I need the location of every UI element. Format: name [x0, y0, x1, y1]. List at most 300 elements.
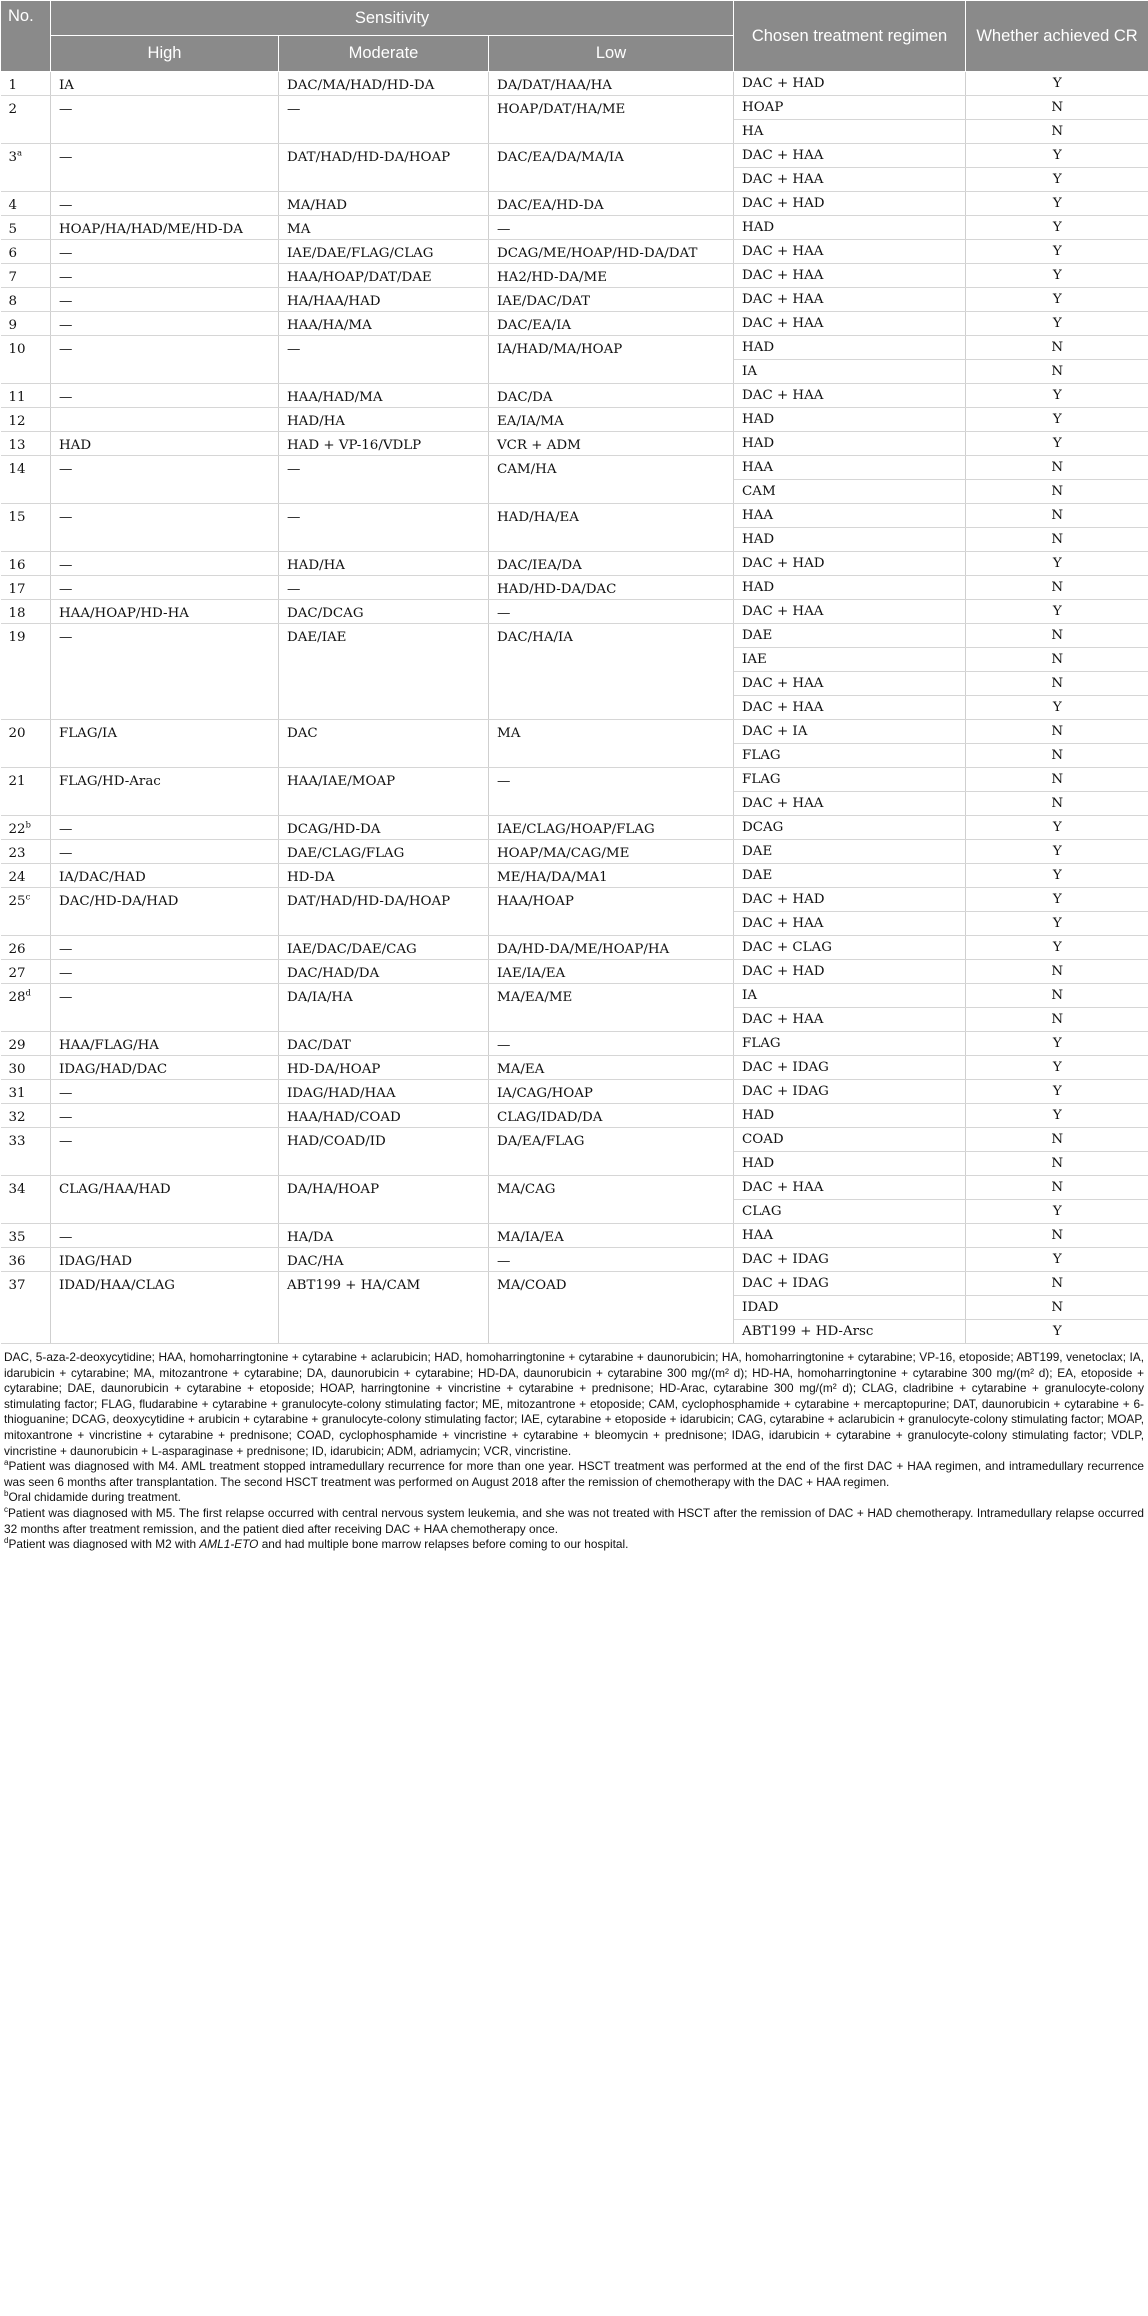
cell-cr: N: [966, 1224, 1148, 1248]
cell-no: 21: [1, 768, 51, 816]
cell-cr: Y: [966, 864, 1148, 888]
cell-regimen: DAC + HAA: [734, 264, 966, 288]
cell-low: MA/COAD: [489, 1272, 734, 1344]
cell-cr: N: [966, 1152, 1148, 1176]
cell-regimen: DAC + IDAG: [734, 1248, 966, 1272]
cell-no: 31: [1, 1080, 51, 1104]
cell-low: DAC/IEA/DA: [489, 552, 734, 576]
table-row: [1, 408, 1148, 432]
cell-cr: N: [966, 96, 1148, 120]
cell-high: —: [51, 384, 279, 408]
cell-high: IA/DAC/HAD: [51, 864, 279, 888]
cell-high: IA: [51, 72, 279, 96]
cell-cr: N: [966, 720, 1148, 744]
cell-cr: N: [966, 336, 1148, 360]
cell-cr: Y: [966, 312, 1148, 336]
table-row: [1, 624, 1148, 648]
cell-regimen: HAA: [734, 504, 966, 528]
table-row: [1, 552, 1148, 576]
cell-moderate: —: [279, 576, 489, 600]
cell-moderate: DAT/HAD/HD-DA/HOAP: [279, 144, 489, 192]
cell-cr: N: [966, 120, 1148, 144]
cell-high: —: [51, 96, 279, 144]
cell-moderate: HAD/HA: [279, 408, 489, 432]
cell-moderate: IAE/DAC/DAE/CAG: [279, 936, 489, 960]
cell-high: —: [51, 192, 279, 216]
cell-regimen: HAD: [734, 528, 966, 552]
cell-low: VCR + ADM: [489, 432, 734, 456]
cell-regimen: HAA: [734, 456, 966, 480]
cell-no: 30: [1, 1056, 51, 1080]
cell-regimen: DAC + HAD: [734, 552, 966, 576]
cell-low: —: [489, 768, 734, 816]
cell-moderate: DAE/CLAG/FLAG: [279, 840, 489, 864]
cell-cr: N: [966, 672, 1148, 696]
cell-no: 26: [1, 936, 51, 960]
cell-regimen: HAD: [734, 336, 966, 360]
cell-cr: N: [966, 768, 1148, 792]
header-cr: Whether achieved CR: [966, 1, 1148, 72]
table-row: [1, 888, 1148, 912]
cell-regimen: DAC + HAA: [734, 1176, 966, 1200]
cell-regimen: DAC + HAA: [734, 672, 966, 696]
cell-cr: N: [966, 1008, 1148, 1032]
cell-cr: N: [966, 528, 1148, 552]
cell-moderate: HAA/HA/MA: [279, 312, 489, 336]
cell-high: —: [51, 456, 279, 504]
cell-no: 28$^d$: [1, 984, 51, 1032]
cell-no: 17: [1, 576, 51, 600]
cell-high: CLAG/HAA/HAD: [51, 1176, 279, 1224]
cell-low: HOAP/MA/CAG/ME: [489, 840, 734, 864]
cell-low: ME/HA/DA/MA1: [489, 864, 734, 888]
cell-high: FLAG/HD-Arac: [51, 768, 279, 816]
cell-regimen: IA: [734, 360, 966, 384]
cell-cr: Y: [966, 408, 1148, 432]
cell-moderate: MA: [279, 216, 489, 240]
cell-no: 12: [1, 408, 51, 432]
cell-high: —: [51, 336, 279, 384]
cell-cr: N: [966, 1272, 1148, 1296]
table-row: [1, 1272, 1148, 1296]
cell-no: 2: [1, 96, 51, 144]
cell-regimen: HOAP: [734, 96, 966, 120]
cell-low: HOAP/DAT/HA/ME: [489, 96, 734, 144]
cell-high: IDAD/HAA/CLAG: [51, 1272, 279, 1344]
cell-low: CLAG/IDAD/DA: [489, 1104, 734, 1128]
cell-moderate: HAD + VP-16/VDLP: [279, 432, 489, 456]
cell-moderate: —: [279, 504, 489, 552]
cell-low: —: [489, 600, 734, 624]
table-row: [1, 1128, 1148, 1152]
table-row: [1, 384, 1148, 408]
cell-regimen: FLAG: [734, 1032, 966, 1056]
header-high: High: [51, 36, 279, 72]
cell-low: DCAG/ME/HOAP/HD-DA/DAT: [489, 240, 734, 264]
cell-low: HA2/HD-DA/ME: [489, 264, 734, 288]
cell-moderate: DA/HA/HOAP: [279, 1176, 489, 1224]
cell-regimen: HAD: [734, 432, 966, 456]
cell-cr: Y: [966, 1248, 1148, 1272]
cell-no: 35: [1, 1224, 51, 1248]
cell-regimen: DAC + HAA: [734, 912, 966, 936]
table-row: [1, 72, 1148, 96]
cell-no: 5: [1, 216, 51, 240]
cell-regimen: IAE: [734, 648, 966, 672]
cell-cr: Y: [966, 264, 1148, 288]
cell-low: IAE/CLAG/HOAP/FLAG: [489, 816, 734, 840]
cell-moderate: HA/HAA/HAD: [279, 288, 489, 312]
cell-regimen: DAC + HAA: [734, 240, 966, 264]
cell-no: 36: [1, 1248, 51, 1272]
cell-moderate: —: [279, 336, 489, 384]
cell-low: DA/DAT/HAA/HA: [489, 72, 734, 96]
cell-no: 25$^c$: [1, 888, 51, 936]
cell-cr: N: [966, 504, 1148, 528]
cell-moderate: DA/IA/HA: [279, 984, 489, 1032]
cell-moderate: ABT199 + HA/CAM: [279, 1272, 489, 1344]
cell-high: —: [51, 816, 279, 840]
footnote-c: $^c$Patient was diagnosed with M5. The first relapse occurred with central nervous system leukemia, and she was not treated with HSCT after the remission of DAC + HAD chemotherapy. Intramedullary relapse occurred 32 months after treatment remission, and the patient died after receiving DAC + HAA chemotherapy once.: [4, 1505, 1144, 1536]
cell-cr: Y: [966, 432, 1148, 456]
cell-low: CAM/HA: [489, 456, 734, 504]
cell-high: —: [51, 240, 279, 264]
table-row: [1, 1080, 1148, 1104]
footnote-d: $^d$Patient was diagnosed with M2 with AML1-ETO and had multiple bone marrow relapses before coming to our hospital.: [4, 1536, 629, 1552]
cell-regimen: DAC + HAD: [734, 888, 966, 912]
cell-cr: Y: [966, 816, 1148, 840]
header-moderate: Moderate: [279, 36, 489, 72]
table-row: [1, 240, 1148, 264]
cell-high: —: [51, 624, 279, 720]
cell-no: 32: [1, 1104, 51, 1128]
cell-regimen: DAC + HAA: [734, 144, 966, 168]
cell-regimen: DAC + HAA: [734, 168, 966, 192]
cell-cr: Y: [966, 1320, 1148, 1344]
cell-regimen: DAC + IA: [734, 720, 966, 744]
cell-high: HAA/FLAG/HA: [51, 1032, 279, 1056]
cell-regimen: HA: [734, 120, 966, 144]
cell-no: 14: [1, 456, 51, 504]
cell-regimen: DAC + HAA: [734, 384, 966, 408]
cell-regimen: DAC + HAA: [734, 600, 966, 624]
cell-high: IDAG/HAD/DAC: [51, 1056, 279, 1080]
cell-no: 13: [1, 432, 51, 456]
table-row: [1, 1032, 1148, 1056]
cell-cr: Y: [966, 288, 1148, 312]
cell-moderate: IDAG/HAD/HAA: [279, 1080, 489, 1104]
cell-high: HOAP/HA/HAD/ME/HD-DA: [51, 216, 279, 240]
header-regimen: Chosen treatment regimen: [734, 1, 966, 72]
cell-low: HAD/HA/EA: [489, 504, 734, 552]
cell-regimen: IA: [734, 984, 966, 1008]
cell-low: HAA/HOAP: [489, 888, 734, 936]
cell-no: 23: [1, 840, 51, 864]
cell-no: 18: [1, 600, 51, 624]
cell-high: —: [51, 288, 279, 312]
table-row: [1, 1176, 1148, 1200]
cell-regimen: IDAD: [734, 1296, 966, 1320]
table-row: [1, 960, 1148, 984]
cell-moderate: DAC/DCAG: [279, 600, 489, 624]
cell-cr: Y: [966, 840, 1148, 864]
cell-regimen: HAD: [734, 216, 966, 240]
cell-cr: Y: [966, 552, 1148, 576]
cell-cr: Y: [966, 1104, 1148, 1128]
cell-low: IAE/IA/EA: [489, 960, 734, 984]
cell-regimen: DCAG: [734, 816, 966, 840]
cell-no: 10: [1, 336, 51, 384]
cell-no: 33: [1, 1128, 51, 1176]
cell-cr: Y: [966, 72, 1148, 96]
table-row: [1, 288, 1148, 312]
cell-high: [51, 408, 279, 432]
cell-low: —: [489, 1248, 734, 1272]
cell-regimen: DAC + HAD: [734, 192, 966, 216]
cell-regimen: DAC + HAD: [734, 72, 966, 96]
header-low: Low: [489, 36, 734, 72]
cell-no: 11: [1, 384, 51, 408]
table-row: [1, 864, 1148, 888]
cell-moderate: DAC: [279, 720, 489, 768]
cell-moderate: HAD/HA: [279, 552, 489, 576]
cell-cr: Y: [966, 144, 1148, 168]
table-row: [1, 720, 1148, 744]
cell-regimen: DAE: [734, 840, 966, 864]
cell-high: FLAG/IA: [51, 720, 279, 768]
cell-high: —: [51, 264, 279, 288]
footnote-b: $^b$Oral chidamide during treatment.: [4, 1489, 181, 1505]
cell-low: MA/IA/EA: [489, 1224, 734, 1248]
cell-high: HAA/HOAP/HD-HA: [51, 600, 279, 624]
cell-cr: N: [966, 480, 1148, 504]
cell-moderate: HAA/IAE/MOAP: [279, 768, 489, 816]
cell-regimen: HAD: [734, 576, 966, 600]
cell-low: DAC/DA: [489, 384, 734, 408]
cell-no: 4: [1, 192, 51, 216]
cell-moderate: HAD/COAD/ID: [279, 1128, 489, 1176]
table-row: [1, 456, 1148, 480]
cell-cr: Y: [966, 696, 1148, 720]
cell-cr: Y: [966, 192, 1148, 216]
cell-regimen: DAC + CLAG: [734, 936, 966, 960]
cell-low: DA/HD-DA/ME/HOAP/HA: [489, 936, 734, 960]
cell-moderate: DAC/DAT: [279, 1032, 489, 1056]
cell-no: 7: [1, 264, 51, 288]
cell-high: —: [51, 1104, 279, 1128]
cell-low: DAC/HA/IA: [489, 624, 734, 720]
table-row: [1, 936, 1148, 960]
header-sensitivity: Sensitivity: [51, 1, 734, 36]
table-row: [1, 1056, 1148, 1080]
cell-moderate: DAC/HAD/DA: [279, 960, 489, 984]
cell-cr: Y: [966, 1032, 1148, 1056]
cell-no: 8: [1, 288, 51, 312]
table-row: [1, 336, 1148, 360]
cell-regimen: CLAG: [734, 1200, 966, 1224]
cell-high: —: [51, 1080, 279, 1104]
cell-high: —: [51, 1128, 279, 1176]
cell-regimen: DAC + HAD: [734, 960, 966, 984]
table-row: [1, 1248, 1148, 1272]
cell-low: MA: [489, 720, 734, 768]
cell-moderate: HAA/HOAP/DAT/DAE: [279, 264, 489, 288]
cell-regimen: ABT199 + HD-Arsc: [734, 1320, 966, 1344]
cell-regimen: FLAG: [734, 744, 966, 768]
cell-low: MA/CAG: [489, 1176, 734, 1224]
cell-no: 16: [1, 552, 51, 576]
cell-no: 27: [1, 960, 51, 984]
cell-low: —: [489, 216, 734, 240]
cell-cr: N: [966, 1128, 1148, 1152]
cell-cr: N: [966, 984, 1148, 1008]
cell-low: IA/HAD/MA/HOAP: [489, 336, 734, 384]
cell-moderate: HD-DA/HOAP: [279, 1056, 489, 1080]
cell-moderate: DAC/HA: [279, 1248, 489, 1272]
cell-regimen: DAC + HAA: [734, 696, 966, 720]
cell-high: —: [51, 552, 279, 576]
table-row: [1, 1104, 1148, 1128]
cell-cr: Y: [966, 888, 1148, 912]
cell-regimen: DAC + IDAG: [734, 1272, 966, 1296]
table-row: [1, 96, 1148, 120]
cell-no: 6: [1, 240, 51, 264]
cell-cr: N: [966, 744, 1148, 768]
cell-moderate: DAC/MA/HAD/HD-DA: [279, 72, 489, 96]
cell-regimen: DAC + HAA: [734, 792, 966, 816]
cell-regimen: DAC + IDAG: [734, 1056, 966, 1080]
cell-cr: N: [966, 624, 1148, 648]
cell-high: —: [51, 312, 279, 336]
cell-regimen: DAC + HAA: [734, 288, 966, 312]
cell-moderate: DCAG/HD-DA: [279, 816, 489, 840]
abbreviations-note: DAC, 5-aza-2-deoxycytidine; HAA, homoharringtonine + cytarabine + aclarubicin; HAD, homoharringtonine + cytarabine + daunorubicin; HA, homoharringtonine + cytarabine; VP-16, etoposide; ABT199, venetoclax; IA, idarubicin + cytarabine; MA, mitozantrone + cytarabine; DA, daunorubicin + cytarabine; HD-DA, daunorubicin + cytarabine 300 mg/(m² d); HD-HA, homoharringtonine + cytarabine 300 mg/(m² d); EA, etoposide + cytarabine; DAE, daunorubicin + cytarabine + etoposide; HOAP, harringtonine + vincristine + cytarabine + prednisone; HD-Arac, cytarabine 300 mg/(m² d); CLAG, cladribine + cytarabine + granulocyte-colony stimulating factor; FLAG, fludarabine + cytarabine + granulocyte-colony stimulating factor; ME, mitozantrone + etoposide; CAM, cyclophosphamide + cytarabine + mercaptopurine; DAT, daunorubicin + cytarabine + 6-thioguanine; DCAG, deoxycytidine + arubicin + cytarabine + granulocyte-colony stimulating factor; IAE, cytarabine + etoposide + idarubicin; CAG, cytarabine + aclarubicin + granulocyte-colony stimulating factor; MOAP, mitoxantrone + vincristine + cytarabine + prednisone; COAD, cyclophosphamide + vincristine + cytarabine + bleomycin + prednisone; IDAG, idarubicin + cytarabine + granulocyte-colony stimulating factor; VDLP, vincristine + daunorubicin + L-asparaginase + prednisone; ID, idarubicin; ADM, adriamycin; VCR, vincristine.: [4, 1350, 1144, 1458]
cell-moderate: HA/DA: [279, 1224, 489, 1248]
cell-high: —: [51, 960, 279, 984]
table-header: [1, 1, 1148, 72]
cell-cr: Y: [966, 1200, 1148, 1224]
cell-regimen: CAM: [734, 480, 966, 504]
table-row: [1, 840, 1148, 864]
table-row: [1, 984, 1148, 1008]
table-row: [1, 576, 1148, 600]
cell-low: —: [489, 1032, 734, 1056]
table-row: [1, 1224, 1148, 1248]
table-row: [1, 432, 1148, 456]
cell-moderate: IAE/DAE/FLAG/CLAG: [279, 240, 489, 264]
table-row: [1, 504, 1148, 528]
cell-low: IAE/DAC/DAT: [489, 288, 734, 312]
cell-regimen: HAD: [734, 1104, 966, 1128]
cell-high: —: [51, 984, 279, 1032]
cell-cr: Y: [966, 912, 1148, 936]
cell-cr: N: [966, 960, 1148, 984]
cell-moderate: MA/HAD: [279, 192, 489, 216]
cell-no: 3$^a$: [1, 144, 51, 192]
cell-no: 19: [1, 624, 51, 720]
cell-cr: Y: [966, 600, 1148, 624]
cell-low: IA/CAG/HOAP: [489, 1080, 734, 1104]
cell-regimen: DAC + IDAG: [734, 1080, 966, 1104]
table-row: [1, 312, 1148, 336]
cell-moderate: HAA/HAD/COAD: [279, 1104, 489, 1128]
cell-cr: N: [966, 1176, 1148, 1200]
table-row: [1, 192, 1148, 216]
cell-moderate: DAT/HAD/HD-DA/HOAP: [279, 888, 489, 936]
cell-cr: Y: [966, 1080, 1148, 1104]
cell-cr: Y: [966, 168, 1148, 192]
cell-cr: N: [966, 792, 1148, 816]
cell-no: 22$^b$: [1, 816, 51, 840]
cell-cr: N: [966, 1296, 1148, 1320]
cell-regimen: DAC + HAA: [734, 312, 966, 336]
cell-low: DA/EA/FLAG: [489, 1128, 734, 1176]
table-row: [1, 216, 1148, 240]
cell-low: DAC/EA/HD-DA: [489, 192, 734, 216]
cell-no: 20: [1, 720, 51, 768]
cell-regimen: HAD: [734, 408, 966, 432]
cell-no: 9: [1, 312, 51, 336]
cell-no: 1: [1, 72, 51, 96]
table-body: [1, 72, 1148, 1344]
table-footnotes: [0, 1344, 1148, 1553]
cell-regimen: DAC + HAA: [734, 1008, 966, 1032]
cell-cr: N: [966, 360, 1148, 384]
cell-low: DAC/EA/DA/MA/IA: [489, 144, 734, 192]
cell-high: —: [51, 1224, 279, 1248]
table-row: [1, 600, 1148, 624]
cell-high: —: [51, 504, 279, 552]
cell-high: HAD: [51, 432, 279, 456]
cell-regimen: DAE: [734, 864, 966, 888]
table-row: [1, 144, 1148, 168]
table-row: [1, 768, 1148, 792]
cell-no: 15: [1, 504, 51, 552]
cell-cr: Y: [966, 240, 1148, 264]
cell-cr: N: [966, 576, 1148, 600]
cell-cr: Y: [966, 384, 1148, 408]
cell-no: 29: [1, 1032, 51, 1056]
cell-moderate: —: [279, 96, 489, 144]
cell-regimen: HAD: [734, 1152, 966, 1176]
cell-cr: Y: [966, 936, 1148, 960]
cell-no: 34: [1, 1176, 51, 1224]
cell-regimen: DAE: [734, 624, 966, 648]
cell-regimen: FLAG: [734, 768, 966, 792]
header-no: No.: [1, 1, 51, 72]
cell-high: —: [51, 576, 279, 600]
cell-moderate: —: [279, 456, 489, 504]
cell-cr: Y: [966, 216, 1148, 240]
cell-regimen: HAA: [734, 1224, 966, 1248]
cell-high: DAC/HD-DA/HAD: [51, 888, 279, 936]
cell-cr: Y: [966, 1056, 1148, 1080]
cell-regimen: COAD: [734, 1128, 966, 1152]
cell-high: —: [51, 936, 279, 960]
cell-low: DAC/EA/IA: [489, 312, 734, 336]
cell-high: —: [51, 840, 279, 864]
cell-low: MA/EA/ME: [489, 984, 734, 1032]
cell-no: 24: [1, 864, 51, 888]
footnote-a: $^a$Patient was diagnosed with M4. AML treatment stopped intramedullary recurrence for more than one year. HSCT treatment was performed at the end of the first DAC + HAA regimen, and intramedullary recurrence was seen 6 months after transplantation. The second HSCT treatment was performed on August 2018 after the remission of chemotherapy with the DAC + HAA regimen.: [4, 1458, 1144, 1489]
cell-low: HAD/HD-DA/DAC: [489, 576, 734, 600]
cell-low: EA/IA/MA: [489, 408, 734, 432]
table-row: [1, 264, 1148, 288]
cell-high: IDAG/HAD: [51, 1248, 279, 1272]
cell-cr: N: [966, 456, 1148, 480]
cell-moderate: HAA/HAD/MA: [279, 384, 489, 408]
cell-moderate: HD-DA: [279, 864, 489, 888]
